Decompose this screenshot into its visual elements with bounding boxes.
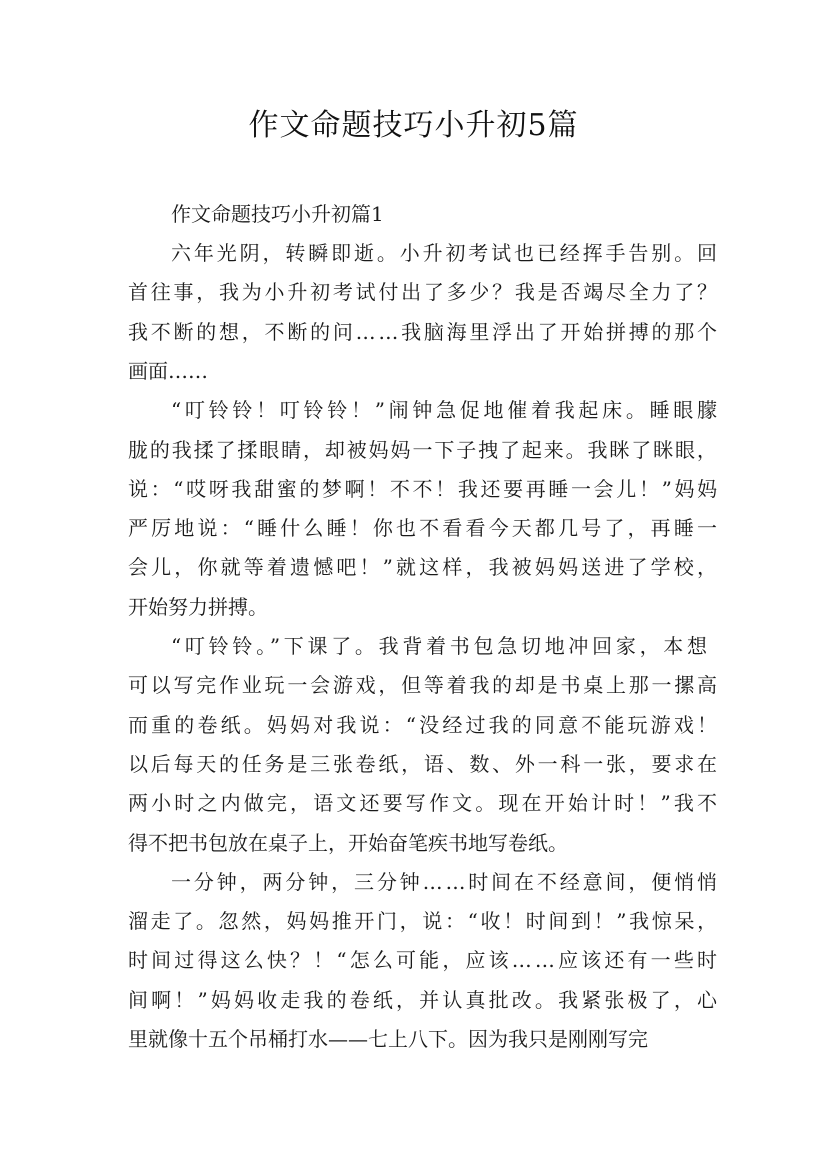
- paragraph-line: 一分钟，两分钟，三分钟……时间在不经意间，便悄悄: [171, 869, 720, 894]
- paragraph-line: “叮铃铃。”下课了。我背着书包急切地冲回家，本想: [171, 634, 711, 658]
- paragraph-line: 说：“哎呀我甜蜜的梦啊！不不！我还要再睡一会儿！”妈妈: [128, 476, 720, 501]
- paragraph-line: 我不断的想，不断的问……我脑海里浮出了开始拼搏的那个: [128, 319, 720, 344]
- paragraph-line: 六年光阴，转瞬即逝。小升初考试也已经挥手告别。回: [171, 241, 720, 265]
- paragraph-line: 胧的我揉了揉眼睛，却被妈妈一下子拽了起来。我眯了眯眼，: [128, 437, 719, 462]
- paragraph-line: “叮铃铃！叮铃铃！”闹钟急促地催着我起床。睡眼朦: [171, 398, 721, 423]
- paragraph-line: 首往事，我为小升初考试付出了多少？我是否竭尽全力了？: [128, 280, 720, 305]
- paragraph-line: 里就像十五个吊桶打水——七上八下。因为我只是刚刚写完: [128, 1027, 648, 1051]
- paragraph-line: 画面……: [128, 358, 208, 383]
- paragraph-line: 溜走了。忽然，妈妈推开门，说：“收！时间到！”我惊呆，: [128, 909, 720, 934]
- document-title: 作文命题技巧小升初5篇: [248, 108, 579, 143]
- paragraph-line: 间啊！”妈妈收走我的卷纸，并认真批改。我紧张极了，心: [128, 987, 721, 1012]
- paragraph-line: 严厉地说：“睡什么睡！你也不看看今天都几号了，再睡一: [128, 516, 721, 541]
- paragraph-line: 会儿，你就等着遗憾吧！”就这样，我被妈妈送进了学校，: [128, 555, 721, 580]
- paragraph-line: 可以写完作业玩一会游戏，但等着我的却是书桌上那一摞高: [128, 673, 720, 698]
- paragraph-line: 得不把书包放在桌子上，开始奋笔疾书地写卷纸。: [128, 830, 568, 855]
- paragraph-line: 而重的卷纸。妈妈对我说：“没经过我的同意不能玩游戏！: [128, 712, 721, 737]
- paragraph-line: 时间过得这么快？！“怎么可能，应该……应该还有一些时: [128, 948, 721, 973]
- paragraph-line: 以后每天的任务是三张卷纸，语、数、外一科一张，要求在: [128, 751, 720, 776]
- section-subtitle: 作文命题技巧小升初篇1: [171, 202, 384, 226]
- paragraph-line: 开始努力拼搏。: [128, 594, 268, 619]
- paragraph-line: 两小时之内做完，语文还要写作文。现在开始计时！”我不: [128, 791, 721, 816]
